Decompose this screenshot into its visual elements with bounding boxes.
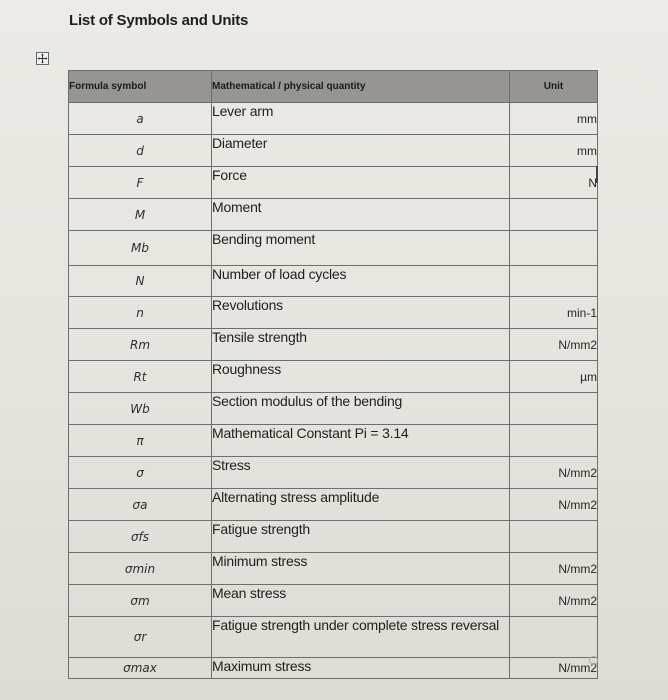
symbol-cell: σmax — [69, 658, 212, 679]
page-title: List of Symbols and Units — [69, 12, 249, 29]
quantity-cell: Number of load cycles — [212, 266, 510, 297]
table-move-handle-icon[interactable] — [36, 52, 49, 65]
symbol-cell: Rm — [69, 329, 212, 361]
symbol-cell: σm — [69, 585, 212, 617]
symbol-cell: Rt — [69, 361, 212, 393]
quantity-cell: Lever arm — [212, 103, 510, 135]
unit-cell: N/mm2 — [510, 329, 598, 361]
quantity-cell: Stress — [212, 457, 510, 489]
table-row — [69, 393, 598, 425]
symbol-cell: N — [69, 266, 212, 297]
symbol-cell: M — [69, 199, 212, 231]
table-row — [69, 329, 598, 361]
table-row — [69, 135, 598, 167]
quantity-cell: Minimum stress — [212, 553, 510, 585]
unit-cell — [510, 199, 598, 231]
quantity-cell: Bending moment — [212, 231, 510, 266]
unit-cell — [510, 266, 598, 297]
unit-cell: N/mm2 — [510, 457, 598, 489]
symbol-cell: d — [69, 135, 212, 167]
unit-cell: N/mm2 — [510, 553, 598, 585]
unit-cell: min-1 — [510, 297, 598, 329]
pen-stroke-mark — [596, 166, 598, 183]
table-row — [69, 361, 598, 393]
quantity-cell: Fatigue strength under complete stress reversal — [212, 617, 510, 658]
unit-cell: N/mm2 — [510, 489, 598, 521]
header-unit: Unit — [510, 71, 598, 103]
unit-cell — [510, 393, 598, 425]
quantity-cell: Diameter — [212, 135, 510, 167]
unit-cell: mm — [510, 135, 598, 167]
symbol-cell: Mb — [69, 231, 212, 266]
table-resize-handle-icon[interactable] — [589, 656, 598, 665]
header-formula-symbol: Formula symbol — [69, 71, 212, 103]
table-row — [69, 521, 598, 553]
table-row — [69, 489, 598, 521]
symbols-table — [68, 70, 598, 679]
symbol-cell: σa — [69, 489, 212, 521]
unit-cell — [510, 617, 598, 658]
table-row — [69, 231, 598, 266]
symbol-cell: F — [69, 167, 212, 199]
quantity-cell: Force — [212, 167, 510, 199]
quantity-cell: Section modulus of the bending — [212, 393, 510, 425]
quantity-cell: Tensile strength — [212, 329, 510, 361]
unit-cell: µm — [510, 361, 598, 393]
table-row — [69, 585, 598, 617]
symbol-cell: σr — [69, 617, 212, 658]
table-row — [69, 103, 598, 135]
table-row — [69, 266, 598, 297]
unit-cell — [510, 231, 598, 266]
unit-cell: mm — [510, 103, 598, 135]
quantity-cell: Mean stress — [212, 585, 510, 617]
table-row — [69, 457, 598, 489]
table-row — [69, 617, 598, 658]
symbol-cell: σ — [69, 457, 212, 489]
quantity-cell: Mathematical Constant Pi = 3.14 — [212, 425, 510, 457]
table-row — [69, 167, 598, 199]
unit-cell: N/mm2 — [510, 658, 598, 679]
symbol-cell: n — [69, 297, 212, 329]
unit-cell — [510, 521, 598, 553]
symbol-cell: Wb — [69, 393, 212, 425]
symbol-cell: σmin — [69, 553, 212, 585]
symbol-cell: σfs — [69, 521, 212, 553]
symbol-cell: π — [69, 425, 212, 457]
unit-cell: N — [510, 167, 598, 199]
table-header-row — [69, 71, 598, 103]
header-quantity: Mathematical / physical quantity — [212, 71, 510, 103]
quantity-cell: Roughness — [212, 361, 510, 393]
symbol-cell: a — [69, 103, 212, 135]
quantity-cell: Alternating stress amplitude — [212, 489, 510, 521]
quantity-cell: Moment — [212, 199, 510, 231]
unit-cell: N/mm2 — [510, 585, 598, 617]
table-row — [69, 553, 598, 585]
table-row — [69, 199, 598, 231]
table-row — [69, 297, 598, 329]
table-row — [69, 658, 598, 679]
quantity-cell: Maximum stress — [212, 658, 510, 679]
table-row — [69, 425, 598, 457]
unit-cell — [510, 425, 598, 457]
quantity-cell: Fatigue strength — [212, 521, 510, 553]
quantity-cell: Revolutions — [212, 297, 510, 329]
